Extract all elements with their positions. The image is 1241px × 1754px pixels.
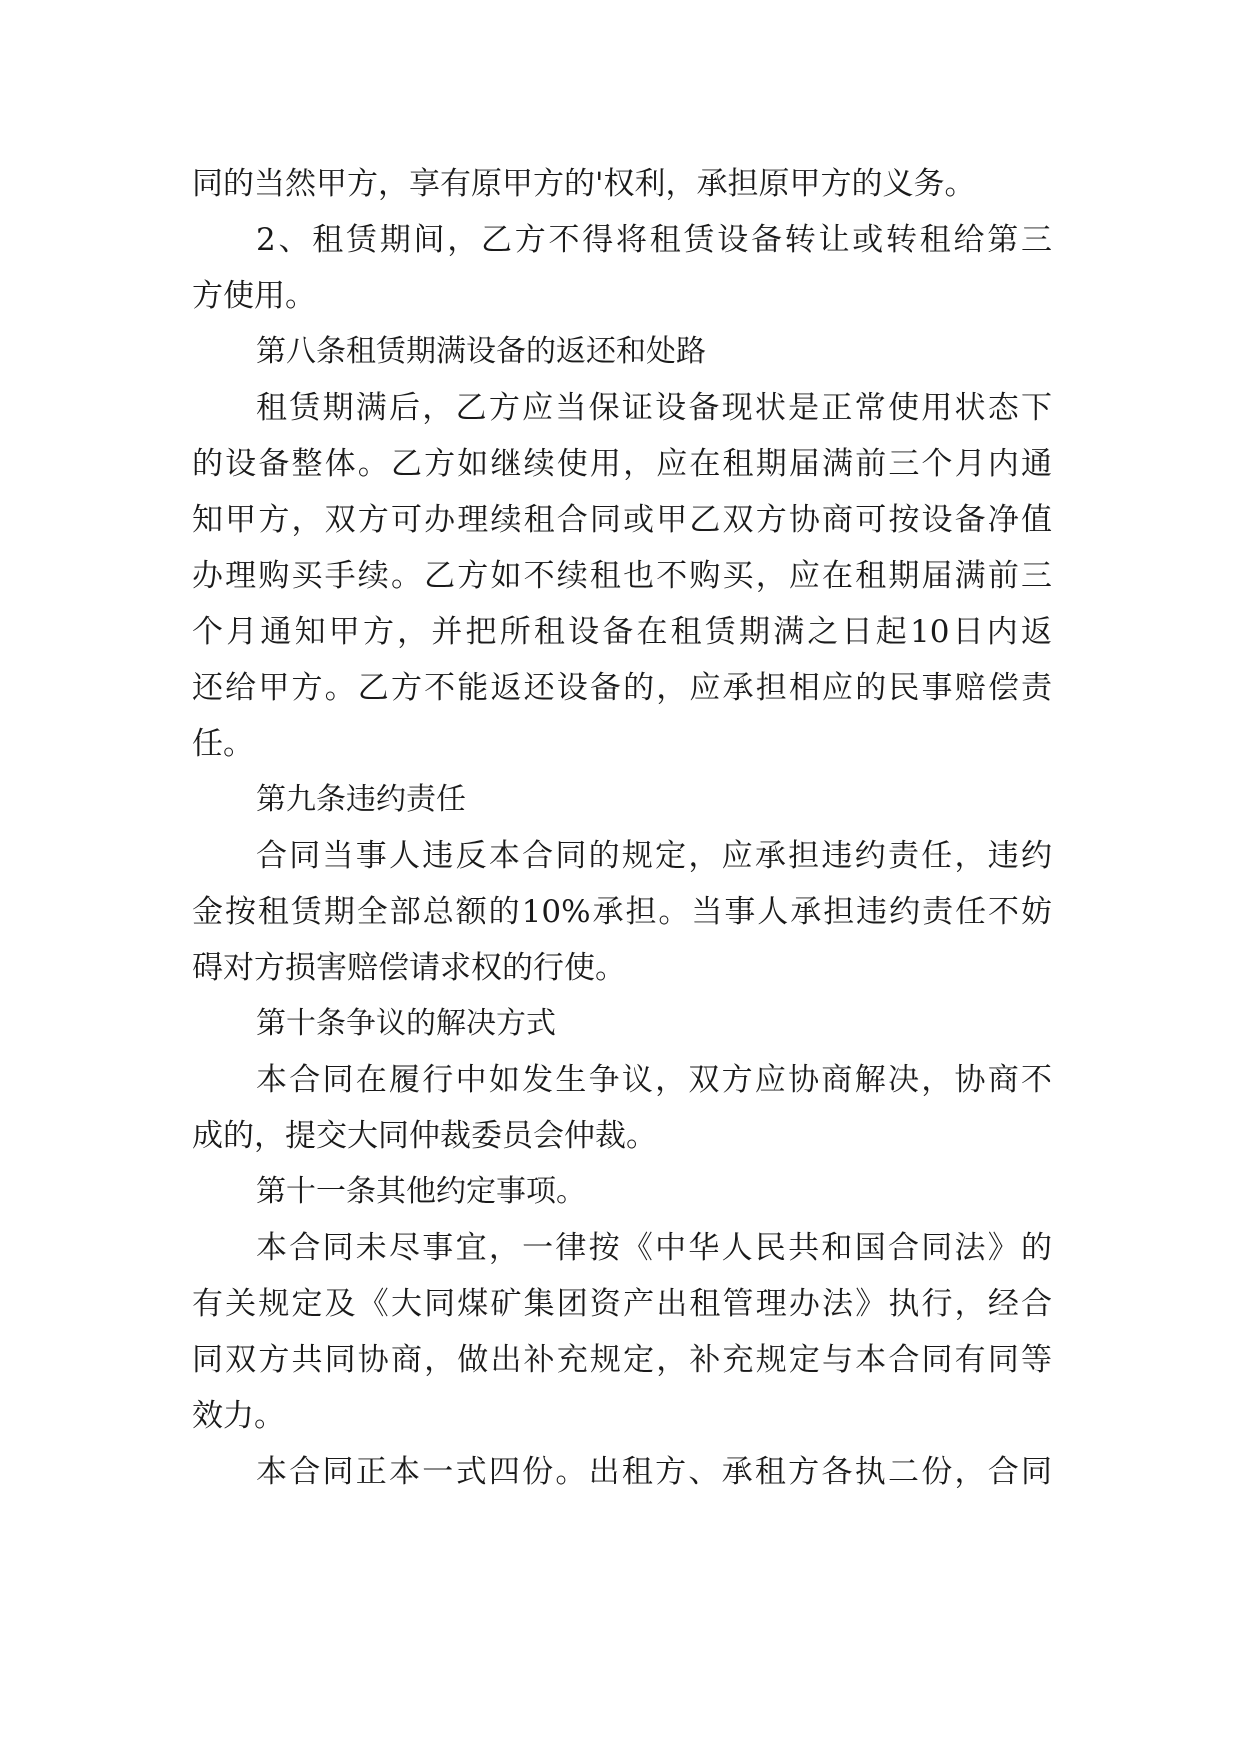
section-heading-9: 第九条违约责任 xyxy=(256,782,466,817)
text-line-14: 金按租赁期全部总额的10%承担。当事人承担违约责任不妨 xyxy=(192,894,1052,930)
section-heading-11: 第十一条其他约定事项。 xyxy=(256,1174,586,1209)
text-line-24: 本合同正本一式四份。出租方、承租方各执二份，合同 xyxy=(256,1454,1052,1490)
text-line-2: 2、租赁期间，乙方不得将租赁设备转让或转租给第三 xyxy=(256,222,1052,258)
text-line-8: 办理购买手续。乙方如不续租也不购买，应在租期届满前三 xyxy=(192,558,1052,594)
text-line-13: 合同当事人违反本合同的规定，应承担违约责任，违约 xyxy=(256,838,1052,874)
text-line-1: 同的当然甲方，享有原甲方的'权利，承担原甲方的义务。 xyxy=(192,166,976,202)
text-line-17: 本合同在履行中如发生争议，双方应协商解决，协商不 xyxy=(256,1062,1052,1098)
section-heading-10: 第十条争议的解决方式 xyxy=(256,1006,556,1041)
text-line-7: 知甲方，双方可办理续租合同或甲乙双方协商可按设备净值 xyxy=(192,502,1052,538)
text-line-11: 任。 xyxy=(192,726,254,762)
text-line-20: 本合同未尽事宜，一律按《中华人民共和国合同法》的 xyxy=(256,1230,1052,1266)
text-line-15: 碍对方损害赔偿请求权的行使。 xyxy=(192,950,626,986)
text-line-22: 同双方共同协商，做出补充规定，补充规定与本合同有同等 xyxy=(192,1342,1052,1378)
text-line-10: 还给甲方。乙方不能返还设备的，应承担相应的民事赔偿责 xyxy=(192,670,1052,706)
text-line-18: 成的，提交大同仲裁委员会仲裁。 xyxy=(192,1118,657,1154)
text-line-6: 的设备整体。乙方如继续使用，应在租期届满前三个月内通 xyxy=(192,446,1052,482)
text-line-23: 效力。 xyxy=(192,1398,285,1434)
section-heading-8: 第八条租赁期满设备的返还和处路 xyxy=(256,334,706,369)
text-line-5: 租赁期满后，乙方应当保证设备现状是正常使用状态下 xyxy=(256,390,1052,426)
text-line-21: 有关规定及《大同煤矿集团资产出租管理办法》执行，经合 xyxy=(192,1286,1052,1322)
text-line-3: 方使用。 xyxy=(192,278,316,314)
text-line-9: 个月通知甲方，并把所租设备在租赁期满之日起10日内返 xyxy=(192,614,1052,650)
